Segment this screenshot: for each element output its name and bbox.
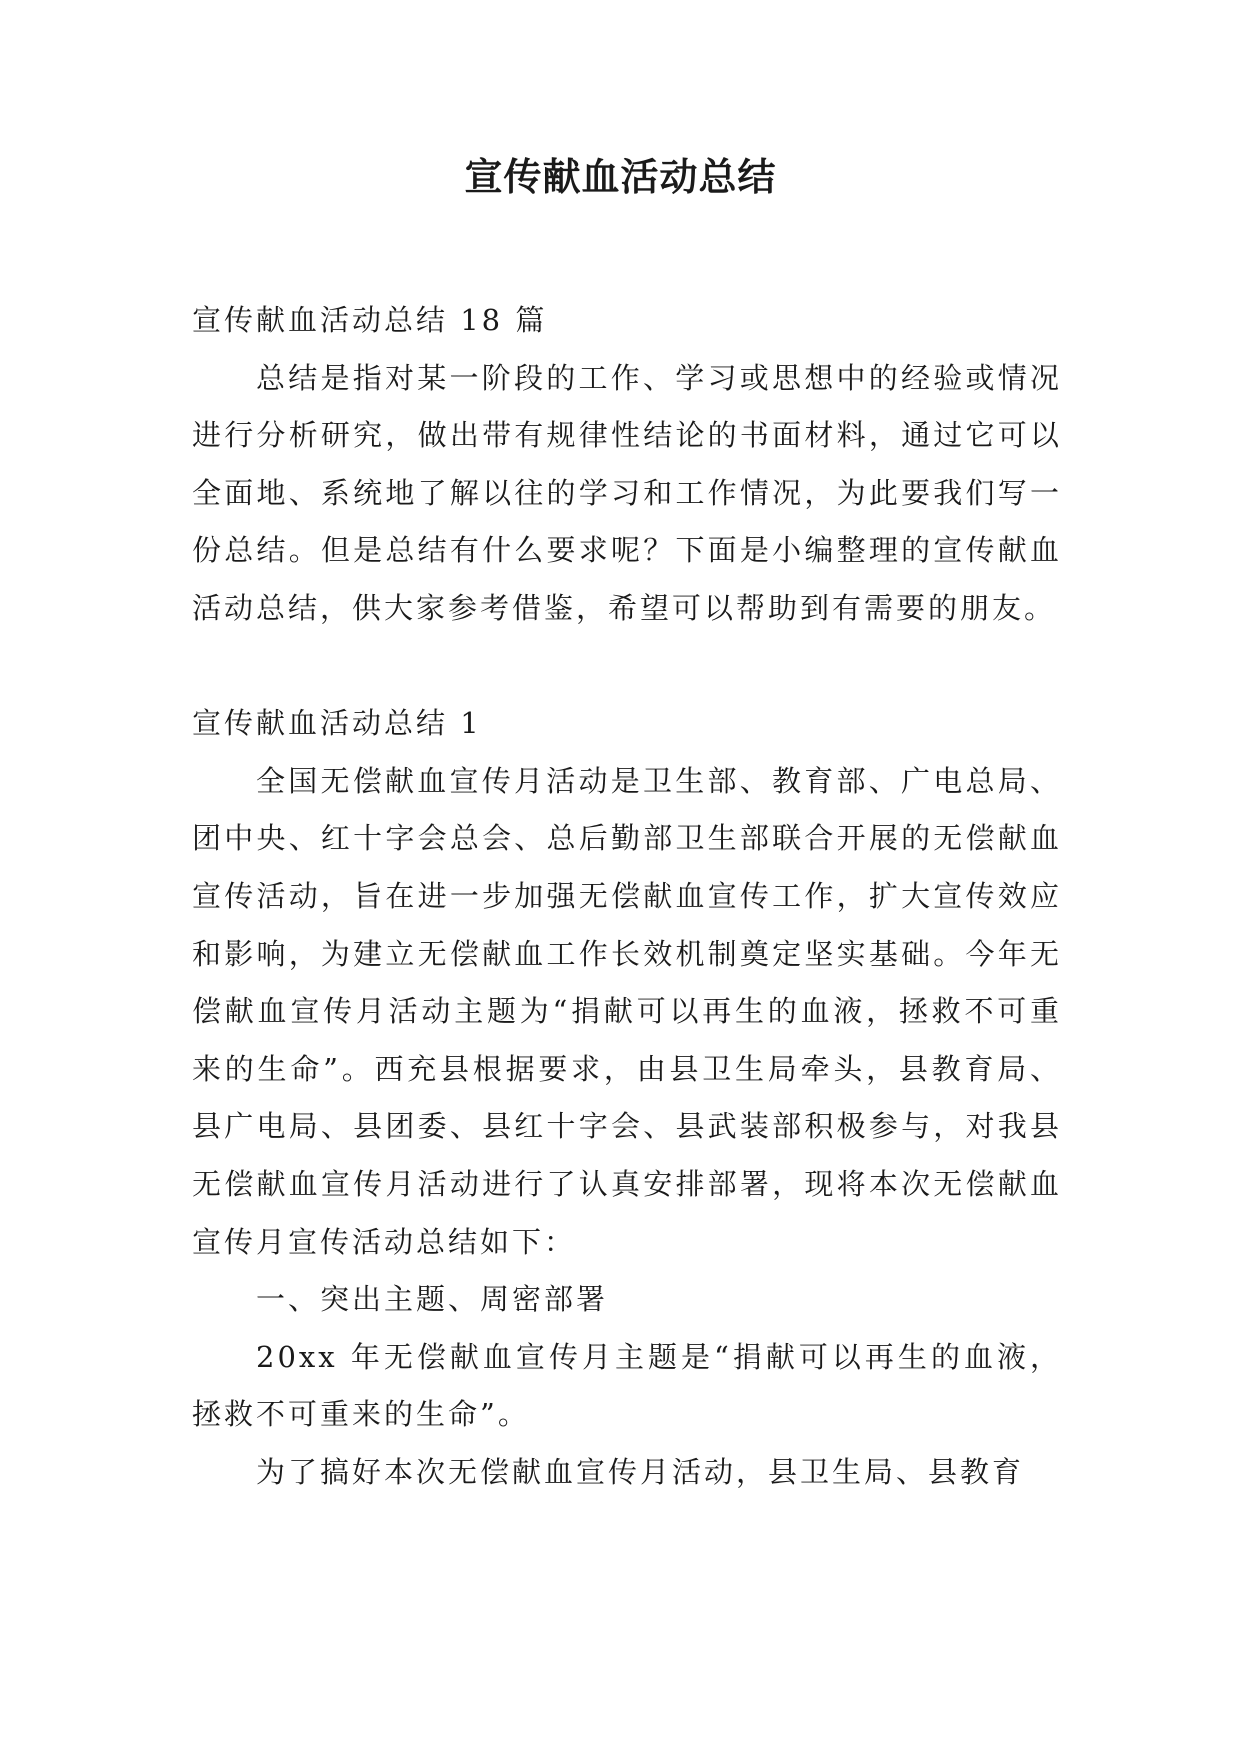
section-point-heading: 一、突出主题、周密部署 [256,1282,609,1317]
intro-paragraph: 总结是指对某一阶段的工作、学习或思想中的经验或情况进行分析研究，做出带有规律性结论的书面材料，通过它可以全面地、系统地了解以往的学习和工作情况，为此要我们写一份总结。但是总结有什么要求呢？下面是小编整理的宣传献血活动总结，供大家参考借鉴，希望可以帮助到有需要的朋友。 [192,360,1062,625]
section-heading: 宣传献血活动总结 1 [192,706,482,741]
document-title: 宣传献血活动总结 [464,154,777,199]
document-body [192,292,1062,1501]
document-subtitle: 宣传献血活动总结 18 篇 [192,303,548,337]
paragraph-gap [192,638,1062,696]
section-paragraph: 全国无偿献血宣传月活动是卫生部、教育部、广电总局、团中央、红十字会总会、总后勤部卫生部联合开展的无偿献血宣传活动，旨在进一步加强无偿献血宣传工作，扩大宣传效应和影响，为建立无偿献血工作长效机制奠定坚实基础。今年无偿献血宣传月活动主题为“捐献可以再生的血液，拯救不可重来的生命”。西充县根据要求，由县卫生局牵头，县教育局、县广电局、县团委、县红十字会、县武装部积极参与，对我县无偿献血宣传月活动进行了认真安排部署，现将本次无偿献血宣传月宣传活动总结如下： [192,763,1062,1259]
section-paragraph: 为了搞好本次无偿献血宣传月活动，县卫生局、县教育 [256,1454,1025,1489]
section-paragraph: 20xx 年无偿献血宣传月主题是“捐献可以再生的血液，拯救不可重来的生命”。 [192,1339,1062,1432]
